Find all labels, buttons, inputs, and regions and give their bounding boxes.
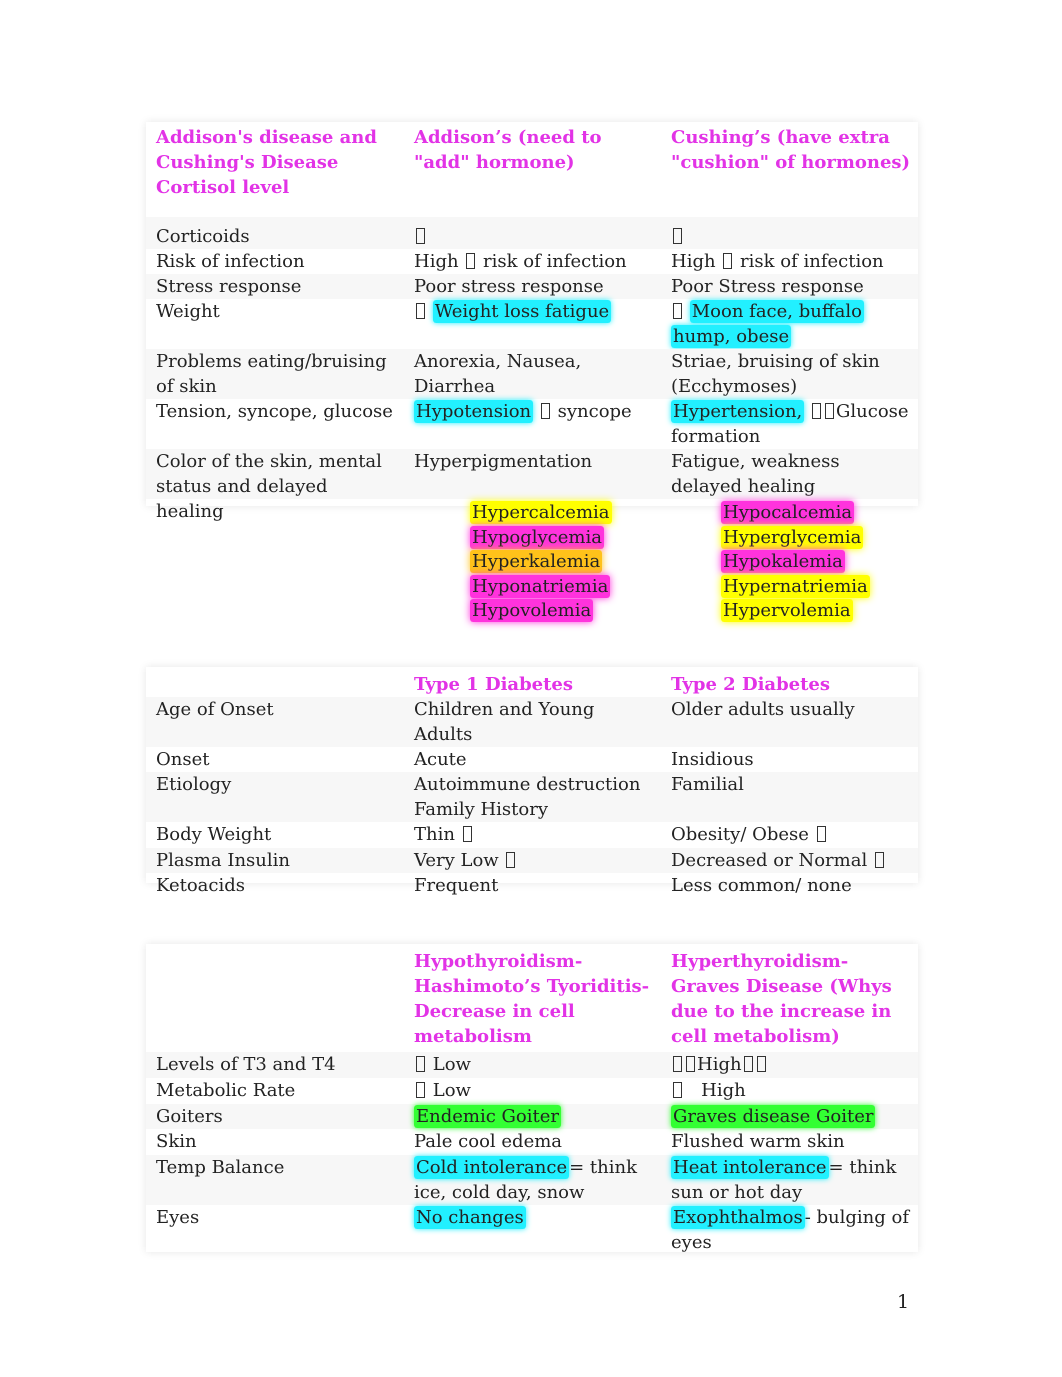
list-item: Hypocalcemia bbox=[723, 502, 853, 523]
highlighted-text: Hypertension, bbox=[673, 401, 803, 422]
row-label: Corticoids bbox=[156, 226, 250, 247]
cell-text: risk of infection bbox=[734, 251, 884, 272]
table-row bbox=[146, 1078, 918, 1104]
table-cell bbox=[661, 299, 918, 349]
missing-glyph-icon bbox=[757, 1056, 766, 1072]
table-cell: Frequent bbox=[414, 875, 499, 896]
table-cell bbox=[404, 1104, 661, 1129]
cell-text: = think sun or hot day bbox=[671, 1157, 897, 1203]
table-cell bbox=[661, 822, 918, 848]
missing-glyph-icon bbox=[541, 403, 550, 419]
cell-text: High bbox=[414, 251, 459, 272]
missing-glyph-icon bbox=[506, 852, 515, 868]
row-label: Color of the skin, mental status and delayed healing bbox=[156, 451, 382, 522]
missing-glyph-icon bbox=[416, 303, 425, 319]
table-row bbox=[146, 873, 918, 898]
table-cell bbox=[661, 1205, 918, 1255]
list-item: Hypervolemia bbox=[723, 600, 851, 621]
cell-text: risk of infection bbox=[477, 251, 627, 272]
missing-glyph-icon bbox=[416, 228, 425, 244]
table-cell bbox=[404, 848, 661, 873]
row-label: Onset bbox=[156, 749, 210, 770]
table-cell: Fatigue, weakness delayed healing bbox=[671, 451, 840, 497]
table-cell: Familial bbox=[671, 774, 744, 795]
table-row bbox=[146, 349, 918, 399]
highlighted-text: Exophthalmos bbox=[673, 1207, 803, 1228]
highlighted-text: Moon face, buffalo hump, obese bbox=[673, 301, 862, 347]
table-cell: Anorexia, Nausea, Diarrhea bbox=[414, 351, 582, 397]
table-cell: Striae, bruising of skin (Ecchymoses) bbox=[671, 351, 880, 397]
table-cell: Acute bbox=[414, 749, 467, 770]
table-cell bbox=[404, 1205, 661, 1255]
table-cell bbox=[661, 249, 918, 274]
table-cell: Poor stress response bbox=[414, 276, 604, 297]
row-label: Plasma Insulin bbox=[156, 850, 290, 871]
header-cell: Addison's disease and Cushing's Disease Cortisol level bbox=[156, 127, 377, 198]
table-row bbox=[146, 1205, 918, 1255]
cell-text: Low bbox=[432, 1054, 471, 1075]
cell-text: High bbox=[697, 1054, 742, 1075]
table-row bbox=[146, 274, 918, 299]
highlighted-text: No changes bbox=[416, 1207, 524, 1228]
row-label: Stress response bbox=[156, 276, 302, 297]
empty-header-cell bbox=[146, 949, 404, 1052]
table-row bbox=[146, 399, 918, 449]
highlighted-text: Heat intolerance bbox=[673, 1157, 827, 1178]
page-number: 1 bbox=[897, 1291, 910, 1313]
table-row bbox=[146, 1155, 918, 1205]
table-cell: Hyperpigmentation bbox=[414, 451, 593, 472]
row-label: Temp Balance bbox=[156, 1157, 285, 1178]
table-cell: Poor Stress response bbox=[671, 276, 864, 297]
table-cell bbox=[661, 1052, 918, 1078]
cell-text: = think ice, cold day, snow bbox=[414, 1157, 637, 1203]
list-item: Hypokalemia bbox=[723, 551, 843, 572]
table-cell bbox=[661, 399, 918, 449]
table-row bbox=[146, 848, 918, 873]
addison-electrolyte-list bbox=[470, 501, 612, 624]
row-label: Eyes bbox=[156, 1207, 200, 1228]
header-cell: Type 2 Diabetes bbox=[671, 674, 831, 695]
missing-glyph-icon bbox=[744, 1056, 753, 1072]
table-header-row bbox=[146, 667, 918, 697]
missing-glyph-icon bbox=[673, 303, 682, 319]
table-cell bbox=[404, 399, 661, 449]
cell-text: syncope bbox=[557, 401, 632, 422]
table-header-row bbox=[146, 944, 918, 1052]
cell-text: - bulging of eyes bbox=[671, 1207, 909, 1253]
thyroid-table bbox=[146, 944, 918, 1252]
missing-glyph-icon bbox=[686, 1056, 695, 1072]
table-cell bbox=[404, 299, 661, 349]
table-row bbox=[146, 1052, 918, 1078]
list-item: Hyperkalemia bbox=[472, 551, 601, 572]
list-item: Hypercalcemia bbox=[472, 502, 610, 523]
table-cell bbox=[661, 848, 918, 873]
missing-glyph-icon bbox=[875, 852, 884, 868]
cell-text: Low bbox=[432, 1080, 471, 1101]
row-label: Levels of T3 and T4 bbox=[156, 1054, 336, 1075]
list-item: Hypernatriemia bbox=[723, 575, 868, 597]
missing-glyph-icon bbox=[723, 253, 732, 269]
missing-glyph-icon bbox=[673, 1056, 682, 1072]
table-row bbox=[146, 217, 918, 249]
highlighted-text: Hypotension bbox=[416, 401, 532, 422]
diabetes-table bbox=[146, 667, 918, 896]
list-item: Hypovolemia bbox=[472, 600, 592, 621]
table-cell bbox=[404, 822, 661, 848]
row-label: Age of Onset bbox=[156, 699, 274, 720]
header-cell: Cushing’s (have extra "cushion" of hormones) bbox=[671, 127, 911, 173]
list-item: Hyperglycemia bbox=[723, 526, 862, 548]
row-label: Weight bbox=[156, 301, 220, 322]
missing-glyph-icon bbox=[673, 1082, 682, 1098]
row-label: Goiters bbox=[156, 1106, 223, 1127]
table-row bbox=[146, 1129, 918, 1155]
cushing-electrolyte-list bbox=[721, 501, 870, 624]
table-row bbox=[146, 299, 918, 349]
row-label: Problems eating/bruising of skin bbox=[156, 351, 387, 397]
table-row bbox=[146, 772, 918, 822]
row-label: Risk of infection bbox=[156, 251, 305, 272]
table-row bbox=[146, 822, 918, 848]
table-cell bbox=[661, 224, 918, 249]
row-label: Metabolic Rate bbox=[156, 1080, 296, 1101]
table-cell bbox=[661, 1155, 918, 1205]
table-cell bbox=[404, 1155, 661, 1205]
row-label: Body Weight bbox=[156, 824, 272, 845]
table-cell bbox=[661, 1104, 918, 1129]
table-cell: Insidious bbox=[671, 749, 754, 770]
table-cell bbox=[404, 1078, 661, 1104]
cell-text: High bbox=[671, 251, 716, 272]
cell-text: Family History bbox=[414, 799, 549, 820]
table-cell: Children and Young Adults bbox=[414, 699, 595, 745]
table-row bbox=[146, 1104, 918, 1129]
table-cell: Flushed warm skin bbox=[671, 1131, 845, 1152]
cell-text: Decreased or Normal bbox=[671, 850, 868, 871]
list-item: Hyponatriemia bbox=[472, 575, 609, 597]
table-header-row bbox=[146, 122, 918, 217]
cell-text: Thin bbox=[414, 824, 455, 845]
table-cell bbox=[661, 1078, 918, 1104]
missing-glyph-icon bbox=[825, 403, 834, 419]
empty-header-cell bbox=[146, 672, 404, 697]
missing-glyph-icon bbox=[416, 1056, 425, 1072]
cell-text: Obesity/ Obese bbox=[671, 824, 809, 845]
missing-glyph-icon bbox=[466, 253, 475, 269]
table-row bbox=[146, 249, 918, 274]
table-row bbox=[146, 747, 918, 772]
highlighted-text: Weight loss fatigue bbox=[434, 301, 610, 322]
cell-text: Glucose formation bbox=[671, 401, 909, 447]
row-label: Etiology bbox=[156, 774, 232, 795]
list-item: Hypoglycemia bbox=[472, 526, 602, 548]
highlighted-text: Cold intolerance bbox=[416, 1157, 568, 1178]
table-cell bbox=[404, 224, 661, 249]
missing-glyph-icon bbox=[812, 403, 821, 419]
highlighted-text: Graves disease Goiter bbox=[673, 1106, 874, 1127]
table-cell: Less common/ none bbox=[671, 875, 852, 896]
table-cell: Older adults usually bbox=[671, 699, 855, 720]
cell-text: High bbox=[701, 1080, 746, 1101]
table-cell bbox=[404, 249, 661, 274]
header-cell: Addison’s (need to "add" hormone) bbox=[414, 127, 602, 173]
table-row bbox=[146, 697, 918, 747]
missing-glyph-icon bbox=[463, 826, 472, 842]
highlighted-text: Endemic Goiter bbox=[416, 1106, 559, 1127]
header-cell: Hypothyroidism- Hashimoto’s Tyoriditis- Decrease in cell metabolism bbox=[414, 951, 650, 1047]
table-cell: Pale cool edema bbox=[414, 1131, 563, 1152]
missing-glyph-icon bbox=[817, 826, 826, 842]
table-cell bbox=[404, 772, 661, 822]
missing-glyph-icon bbox=[673, 228, 682, 244]
row-label: Tension, syncope, glucose bbox=[156, 401, 393, 422]
header-cell: Hyperthyroidism- Graves Disease (Whys due to the increase in cell metabolism) bbox=[671, 951, 892, 1047]
row-label: Ketoacids bbox=[156, 875, 246, 896]
table-cell bbox=[404, 1052, 661, 1078]
cell-text: Autoimmune destruction bbox=[414, 774, 641, 795]
cell-text: Very Low bbox=[414, 850, 499, 871]
missing-glyph-icon bbox=[416, 1082, 425, 1098]
header-cell: Type 1 Diabetes bbox=[414, 674, 574, 695]
row-label: Skin bbox=[156, 1131, 197, 1152]
